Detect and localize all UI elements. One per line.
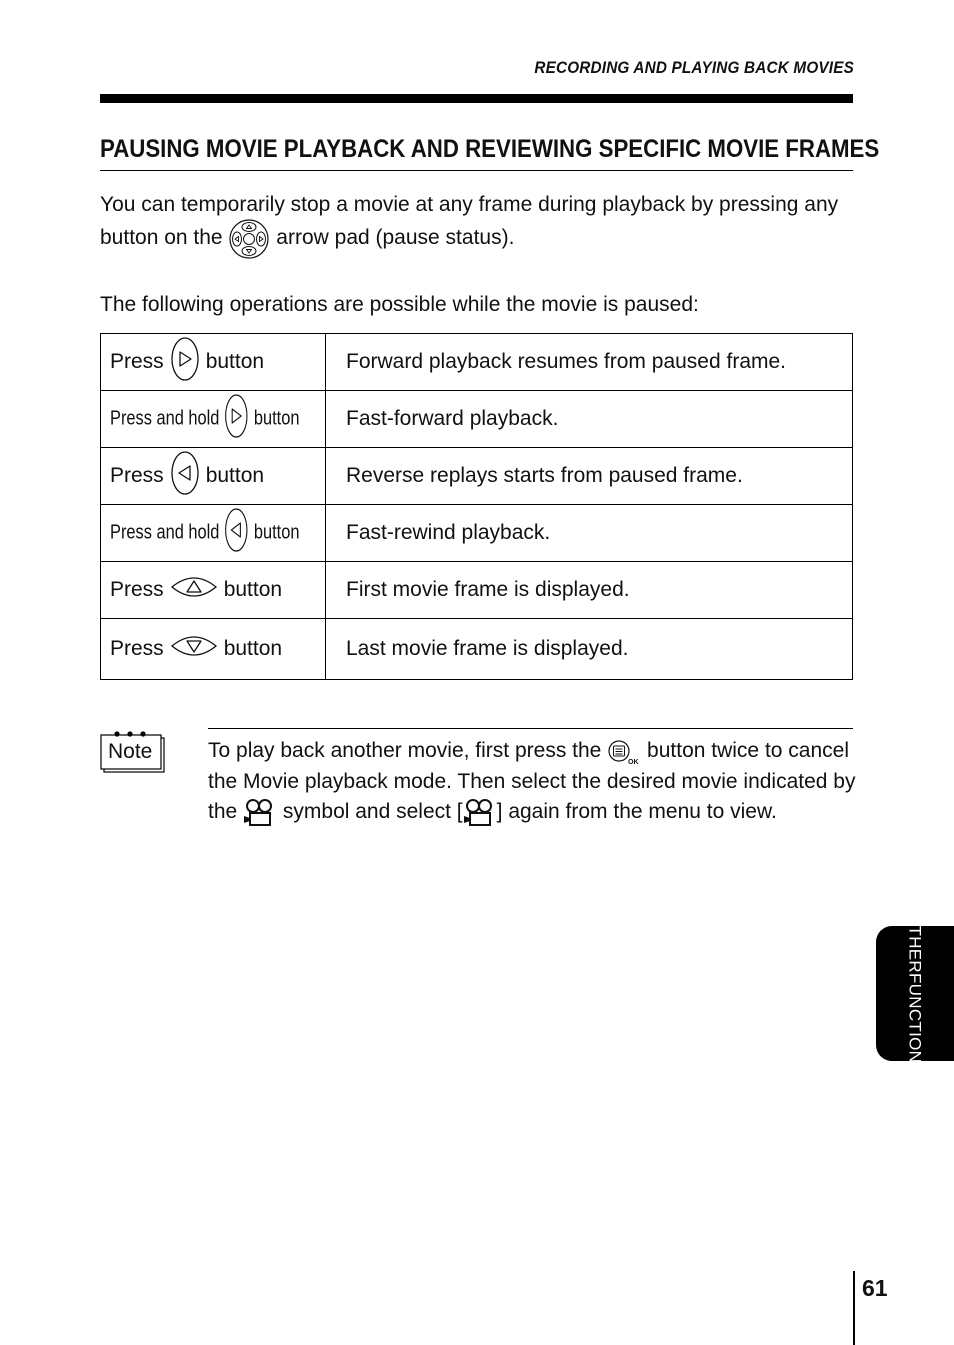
note-text-part3: symbol and select [ bbox=[282, 800, 463, 824]
operation-action-cell bbox=[101, 334, 326, 391]
paused-lead-paragraph: The following operations are possible while the movie is paused: bbox=[100, 293, 699, 316]
note-text-part4: ] again from the menu to view. bbox=[496, 800, 777, 824]
operation-row bbox=[101, 619, 853, 680]
svg-text:OK: OK bbox=[628, 758, 639, 765]
operation-action-cell bbox=[101, 391, 326, 448]
title-underline bbox=[100, 170, 853, 171]
operation-prefix: Press bbox=[110, 577, 164, 601]
page-number: 61 bbox=[862, 1275, 888, 1301]
section-title: PAUSING MOVIE PLAYBACK AND REVIEWING SPECIFIC MOVIE FRAMES bbox=[100, 135, 880, 163]
note-text bbox=[208, 736, 858, 828]
operation-row bbox=[101, 391, 853, 448]
arrow-down-button-icon bbox=[170, 631, 218, 667]
running-header: RECORDING AND PLAYING BACK MOVIES bbox=[534, 58, 854, 77]
movie-camera-icon bbox=[243, 797, 277, 828]
operation-result-cell: Reverse replays starts from paused frame. bbox=[326, 448, 853, 505]
operation-result-cell: Forward playback resumes from paused frame. bbox=[326, 334, 853, 391]
operations-table bbox=[100, 333, 853, 680]
operation-result-cell: First movie frame is displayed. bbox=[326, 562, 853, 619]
operation-suffix: button bbox=[205, 463, 265, 487]
side-tab-line1: OTHER bbox=[905, 912, 925, 974]
operation-action-cell bbox=[101, 448, 326, 505]
operation-prefix: Press bbox=[110, 463, 164, 487]
operation-result-cell: Last movie frame is displayed. bbox=[326, 619, 853, 680]
operation-prefix: Press bbox=[110, 636, 164, 660]
operation-action-cell bbox=[101, 619, 326, 680]
note-rule bbox=[208, 728, 853, 729]
operation-prefix: Press and hold bbox=[110, 521, 220, 544]
operation-suffix: button bbox=[253, 521, 300, 544]
arrow-up-button-icon bbox=[170, 572, 218, 608]
header-rule bbox=[100, 94, 853, 103]
operation-suffix: button bbox=[223, 636, 283, 660]
arrow-pad-icon bbox=[228, 222, 270, 255]
operation-prefix: Press and hold bbox=[110, 407, 220, 430]
intro-paragraph bbox=[100, 188, 860, 255]
intro-text-after: arrow pad (pause status). bbox=[276, 226, 515, 249]
movie-camera-icon bbox=[463, 797, 497, 828]
arrow-left-button-icon bbox=[224, 507, 249, 559]
operation-action-cell bbox=[101, 505, 326, 562]
arrow-left-button-icon bbox=[170, 450, 200, 502]
operation-row bbox=[101, 562, 853, 619]
side-tab-line2: FUNCTIONS bbox=[905, 973, 925, 1075]
operation-row bbox=[101, 334, 853, 391]
note-label: Note bbox=[108, 740, 153, 763]
intro-text-before: You can temporarily stop a movie at any frame during playback by pressing any button on the bbox=[100, 193, 839, 249]
note-text-part1: To play back another movie, first press the bbox=[208, 739, 602, 762]
operation-suffix: button bbox=[205, 349, 265, 373]
arrow-right-button-icon bbox=[170, 336, 200, 388]
note-text-part2: button twice to cancel the Movie playback mode. Then select the desired movie indicated by the bbox=[208, 739, 856, 824]
operation-suffix: button bbox=[253, 407, 300, 430]
operation-prefix: Press bbox=[110, 349, 164, 373]
operation-result-cell: Fast-forward playback. bbox=[326, 391, 853, 448]
operation-row bbox=[101, 505, 853, 562]
operation-action-cell bbox=[101, 562, 326, 619]
menu-ok-button-icon bbox=[607, 736, 641, 767]
operation-result-cell: Fast-rewind playback. bbox=[326, 505, 853, 562]
chapter-side-tab bbox=[876, 912, 954, 1075]
arrow-right-button-icon bbox=[224, 393, 249, 445]
operation-row bbox=[101, 448, 853, 505]
page-number-rule bbox=[853, 1271, 855, 1345]
operation-suffix: button bbox=[223, 577, 283, 601]
